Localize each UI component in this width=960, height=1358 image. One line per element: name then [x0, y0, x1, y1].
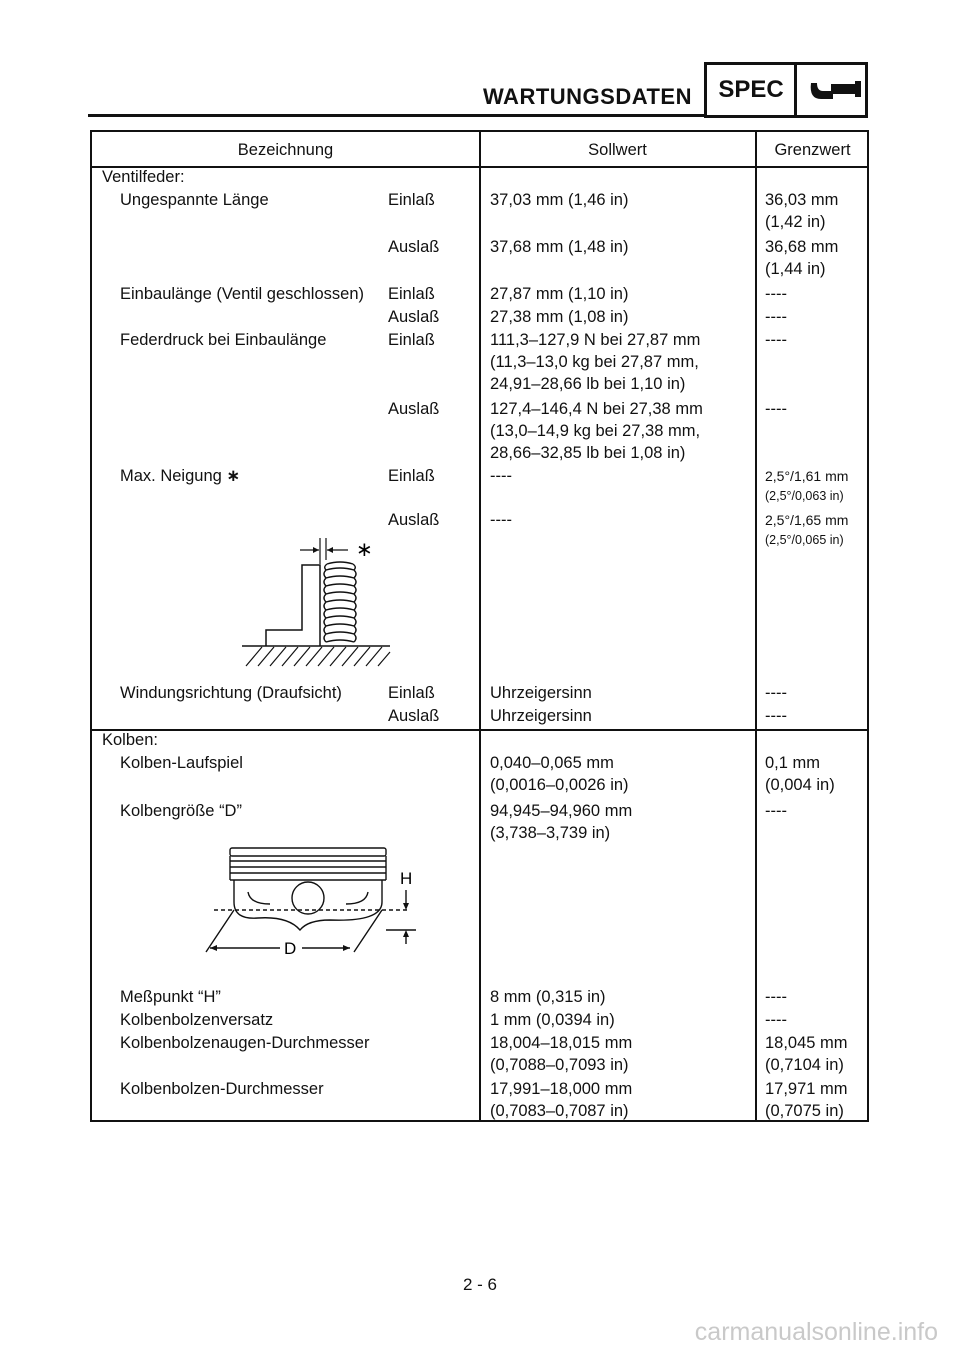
asterisk-symbol: ∗ — [356, 539, 373, 561]
piston-label-d: D — [284, 939, 297, 958]
spec-table: Bezeichnung Sollwert Grenzwert Ventilfeder: Ungespannte Länge Einlaß 37,03 mm (1,46 in) 36,03 mm (1,42 in) Auslaß 37,68 mm (1,48 in) 36,68 mm (1,44 in) Einbaulänge (Ventil geschlossen) Einlaß 27,87 mm (1,10 in) ---- Auslaß 27,38 mm (1,08 in) ---- Federdruck bei Einbaulänge Einlaß 111,3–127,9 N bei 27,87 mm (11,3–13,0 kg bei 27,87 mm, 24,91–28,66 lb bei 1,10 in) ---- Auslaß 127,4–146,4 N bei 27,38 mm (13,0–14,9 kg bei 27,38 mm, 28,66–32,85 lb bei 1,08 in) ---- Max. Neigung ∗ Einlaß ---- 2,5°/1,61 mm (2,5°/0,063 in) Auslaß ---- 2,5°/1,65 mm (2,5°/0,065 in) ∗ Windungsrichtung (Draufsicht) Einlaß Uhrzeigersinn ---- Auslaß Uhrzeigersinn ---- Kolben: Kolben-Laufspiel 0,040–0,065 mm (0,0016–0,0026 in) 0,1 mm (0,004 in) Kolbengröße “D” 94,945–94,960 mm (3,738–3,739 in) ---- H D Meßpunkt “H” 8 mm (0,315 in) ---- Kolbenbolzenversatz 1 mm (0,0394 in) ---- Kolbenbolzenaugen-Durchmesser 18,004–18,015 mm (0,7088–0,7093 in) 18,045 mm (0,7104 in) Kolbenbolzen-Durchmesser 17,991–18,000 mm (0,7083–0,7087 in) 17,971 mm (0,7075 in) — [90, 130, 869, 1122]
watermark: carmanualsonline.info — [694, 1318, 938, 1346]
section-title-kolben: Kolben: — [102, 731, 158, 749]
page-number: 2 - 6 — [462, 1275, 498, 1294]
header-rule — [88, 114, 704, 117]
spring-tilt-diagram — [240, 530, 400, 672]
spec-badge — [704, 62, 868, 118]
piston-label-h: H — [400, 869, 413, 888]
asterisk-symbol: ∗ — [226, 467, 241, 485]
col-header-grenzwert: Grenzwert — [774, 141, 851, 159]
section-title-ventilfeder: Ventilfeder: — [102, 168, 185, 186]
max-neigung-label: Max. Neigung — [120, 467, 222, 485]
col-header-bezeichnung: Bezeichnung — [237, 141, 334, 159]
wrench-icon — [803, 73, 863, 109]
col-header-sollwert: Sollwert — [588, 141, 647, 159]
piston-diagram — [200, 840, 436, 972]
spec-label: SPEC — [718, 76, 784, 103]
page-title: WARTUNGSDATEN — [483, 84, 692, 109]
